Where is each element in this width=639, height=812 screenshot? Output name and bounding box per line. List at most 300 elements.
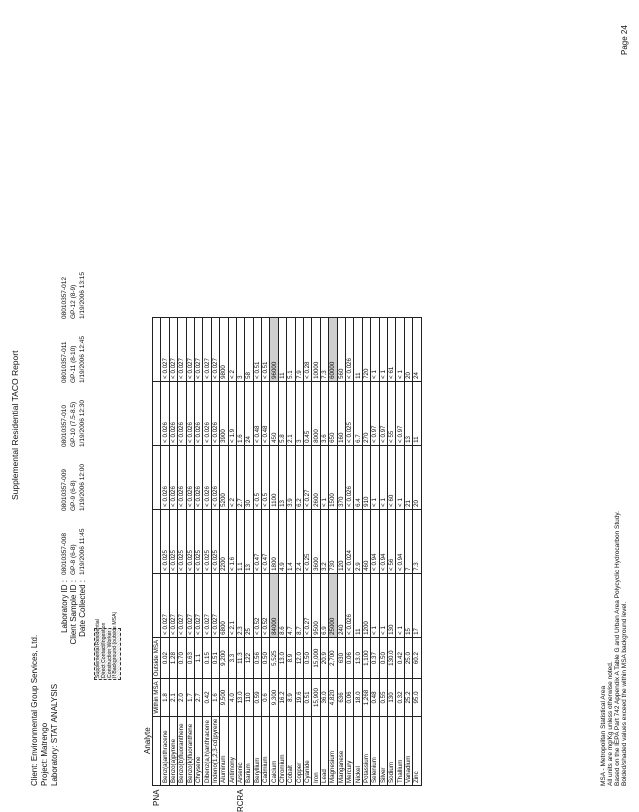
std-outside-cell: 1.28 [169, 637, 177, 678]
std-outside-header: Outside MSA [153, 637, 161, 678]
sample-4-client-id: GP-11 (8-10) [70, 345, 77, 383]
std-within-cell: 2.7 [194, 679, 202, 716]
result-cell: 3.9 [287, 445, 295, 509]
analyte-cell: Silver [379, 716, 387, 785]
result-cell: < 2 [228, 317, 236, 381]
result-cell: 25 [245, 573, 253, 637]
result-cell: < 0.5 [253, 445, 261, 509]
result-cell: 10000 [312, 317, 320, 381]
result-cell: < 0.026 [194, 381, 202, 445]
stamp-line: Construction Worker [106, 630, 113, 678]
std-within-cell: 15,900 [312, 679, 320, 716]
result-cell: < 0.027 [203, 573, 211, 637]
std-outside-cell: 0.15 [203, 637, 211, 678]
result-cell: 130 [387, 573, 395, 637]
result-cell: < 0.51 [253, 317, 261, 381]
result-cell: < 0.48 [253, 381, 261, 445]
std-within-cell: 1,268 [362, 679, 370, 716]
table-row [320, 317, 328, 785]
std-outside-cell: 12.0 [295, 637, 303, 678]
result-cell: 25000 [329, 573, 337, 637]
analyte-cell: Potassium [362, 716, 370, 785]
sample-3-client-id: GP-10 (7.5-8.5) [70, 401, 77, 447]
result-cell: < 0.94 [371, 509, 379, 573]
result-cell: 2.9 [354, 509, 362, 573]
analyte-cell: Indeno(1,2,3-cd)pyrene [211, 716, 219, 785]
result-cell: < 0.027 [178, 317, 186, 381]
result-cell: < 1.6 [228, 509, 236, 573]
result-cell: 9500 [312, 573, 320, 637]
result-cell: < 0.026 [161, 445, 169, 509]
result-cell: < 0.5 [262, 445, 270, 509]
analyte-cell: Thallium [396, 716, 404, 785]
result-cell: < 0.026 [178, 381, 186, 445]
result-cell: < 2 [228, 445, 236, 509]
sample-col-header [153, 381, 161, 445]
result-cell: < 0.027 [203, 317, 211, 381]
result-cell: 1100 [270, 445, 278, 509]
std-outside-cell: 25.0 [404, 637, 412, 678]
analyte-cell: Sodium [387, 716, 395, 785]
std-within-cell: 9,500 [220, 679, 228, 716]
std-outside-cell: 0.37 [371, 637, 379, 678]
std-within-header: Within MSA [153, 679, 161, 716]
analyte-cell: Benzo(k)fluoranthene [186, 716, 194, 785]
footnote: Bolded/shaded values exceed the within MSA background level. [621, 601, 628, 786]
analyte-cell: Cobalt [287, 716, 295, 785]
result-cell: 2600 [312, 445, 320, 509]
result-cell: 17 [413, 573, 421, 637]
result-cell: < 0.94 [379, 509, 387, 573]
result-cell: 15 [404, 573, 412, 637]
sample-2-date: 1/19/2006 12:00 [79, 464, 86, 511]
result-cell: 5.8 [278, 381, 286, 445]
result-cell: 8.7 [295, 573, 303, 637]
result-cell: < 0.026 [345, 445, 353, 509]
result-cell: < 1 [396, 317, 404, 381]
result-cell: 3900 [220, 381, 228, 445]
result-cell: < 0.94 [396, 509, 404, 573]
result-cell: < 0.027 [186, 573, 194, 637]
std-outside-cell: 11.3 [236, 637, 244, 678]
result-cell: < 1 [396, 445, 404, 509]
std-outside-cell: 0.56 [253, 637, 261, 678]
result-cell: < 0.51 [262, 317, 270, 381]
result-cell: 1.1 [236, 509, 244, 573]
result-cell: 20 [404, 317, 412, 381]
std-outside-cell: 9,200 [220, 637, 228, 678]
result-cell: 20 [413, 445, 421, 509]
sample-1-lab-id: 08010357-008 [61, 533, 68, 575]
result-cell: 3 [236, 317, 244, 381]
std-within-cell: 25.2 [404, 679, 412, 716]
result-cell: 6.4 [354, 445, 362, 509]
result-cell: < 0.026 [194, 445, 202, 509]
analyte-cell: Mercury [345, 716, 353, 785]
std-outside-cell: 0.02 [161, 637, 169, 678]
table-row [379, 317, 387, 785]
result-cell: < 1 [379, 317, 387, 381]
sample-5-client-id: GP-12 (8-9) [70, 284, 77, 319]
result-cell: 13 [278, 445, 286, 509]
table-row [413, 317, 421, 785]
table-row [354, 317, 362, 785]
sample-col-header [153, 445, 161, 509]
result-cell: 1.4 [287, 509, 295, 573]
result-cell: < 0.025 [178, 509, 186, 573]
result-cell: < 0.52 [262, 573, 270, 637]
result-cell: < 0.027 [211, 317, 219, 381]
result-cell: 1.6 [236, 381, 244, 445]
result-cell: < 0.025 [169, 509, 177, 573]
std-outside-cell: 0.06 [345, 637, 353, 678]
analyte-cell: Copper [295, 716, 303, 785]
result-cell: 2.3 [236, 573, 244, 637]
result-cell: 1800 [270, 509, 278, 573]
std-outside-cell: 15,000 [312, 637, 320, 678]
table-row [329, 317, 337, 785]
sample-1-date: 1/19/2006 11:45 [79, 528, 86, 575]
result-cell: 7.3 [320, 317, 328, 381]
analyte-cell: Manganese [337, 716, 345, 785]
result-cell: < 0.25 [304, 509, 312, 573]
table-row [211, 317, 219, 785]
result-cell: 3 [295, 381, 303, 445]
client-line: Client: Environmental Group Services, Ltd. [30, 634, 39, 786]
result-cell: < 1 [371, 445, 379, 509]
result-cell: < 0.026 [211, 381, 219, 445]
result-cell: < 1 [371, 573, 379, 637]
std-within-cell: 0.06 [345, 679, 353, 716]
std-within-cell: 0.59 [253, 679, 261, 716]
std-within-cell: 0.42 [203, 679, 211, 716]
result-cell: < 0.026 [186, 381, 194, 445]
std-outside-cell: 5,525 [270, 637, 278, 678]
result-cell: 450 [270, 381, 278, 445]
result-cell: < 60 [387, 445, 395, 509]
sample-4-date: 1/19/2006 12:45 [79, 336, 86, 383]
result-cell: 11 [354, 573, 362, 637]
std-outside-cell: 0.50 [304, 637, 312, 678]
stamp-line: Supplemental Residential [95, 619, 101, 678]
sample-2-client-id: GP-9 (6-8) [70, 480, 77, 511]
table-row [362, 317, 370, 785]
std-within-cell: 9,300 [270, 679, 278, 716]
table-row [245, 317, 253, 785]
result-cell: 7 [404, 509, 412, 573]
result-cell: 560 [337, 317, 345, 381]
result-cell: < 0.027 [186, 317, 194, 381]
table-row [194, 317, 202, 785]
std-outside-cell: 20.9 [320, 637, 328, 678]
result-cell: < 0.52 [253, 573, 261, 637]
result-cell: 58 [245, 317, 253, 381]
result-cell: < 0.026 [169, 381, 177, 445]
table-row [304, 317, 312, 785]
std-outside-cell: 2,700 [329, 637, 337, 678]
sample-5-date: 1/19/2006 13:15 [79, 272, 86, 319]
footnote: Based on the IEPA Part 742 Appendix A Table G and Urban Area Polycyclic Hydrocarbon Study. [614, 511, 621, 786]
result-cell: < 0.27 [304, 573, 312, 637]
result-cell: 370 [337, 445, 345, 509]
table-row [253, 317, 261, 785]
footnote: All units are mg/Kg unless otherwise noted. [607, 661, 614, 786]
result-cell: < 0.97 [379, 381, 387, 445]
sample-col-header [153, 317, 161, 381]
result-cell: < 0.024 [345, 509, 353, 573]
result-cell: < 0.97 [371, 381, 379, 445]
result-cell: 6.7 [354, 381, 362, 445]
result-cell: 4.9 [278, 509, 286, 573]
std-within-cell: 1.8 [161, 679, 169, 716]
analyte-cell: Aluminum [220, 716, 228, 785]
analyte-cell: Cyanide [304, 716, 312, 785]
analyte-cell: Zinc [413, 716, 421, 785]
result-cell: 2.7 [236, 445, 244, 509]
result-cell: 270 [362, 381, 370, 445]
analyte-cell: Arsenic [236, 716, 244, 785]
result-cell: < 0.48 [262, 381, 270, 445]
result-cell: 1500 [329, 445, 337, 509]
result-cell: 24 [413, 317, 421, 381]
result-cell: 120 [337, 509, 345, 573]
result-cell: < 0.027 [194, 317, 202, 381]
label-lab-id: Laboratory ID : [60, 580, 69, 633]
table-row [387, 317, 395, 785]
table-row [337, 317, 345, 785]
stamp-line: Direct Contact/Ingestion [100, 622, 107, 678]
table-row [312, 317, 320, 785]
result-cell: 8.6 [278, 573, 286, 637]
table-row [371, 317, 379, 785]
std-outside-cell: 0.50 [379, 637, 387, 678]
result-cell: 13 [404, 381, 412, 445]
table-body [161, 317, 421, 785]
result-cell: 11 [278, 317, 286, 381]
std-outside-cell: 13.0 [354, 637, 362, 678]
result-cell: 5200 [220, 445, 228, 509]
result-cell: 3.2 [320, 509, 328, 573]
results-table [152, 317, 422, 786]
result-cell: 9800 [220, 317, 228, 381]
result-cell: 910 [362, 445, 370, 509]
std-within-cell: 4,820 [329, 679, 337, 716]
table-row [345, 317, 353, 785]
std-within-cell: 18.0 [354, 679, 362, 716]
sample-3-date: 1/19/2006 12:30 [79, 400, 86, 447]
result-cell: 2.4 [295, 509, 303, 573]
std-outside-cell: 0.63 [186, 637, 194, 678]
std-within-cell: 0.48 [371, 679, 379, 716]
result-cell: < 0.27 [304, 445, 312, 509]
lab-line: Laboratory: STAT ANALYSIS [50, 683, 59, 786]
std-outside-cell: 122 [245, 637, 253, 678]
result-cell: < 0.47 [262, 509, 270, 573]
result-cell: 21 [404, 445, 412, 509]
result-cell: 1200 [362, 573, 370, 637]
result-cell: < 1 [379, 573, 387, 637]
std-within-cell: 2.0 [178, 679, 186, 716]
page-number: Page 24 [620, 25, 629, 55]
table-row [161, 317, 169, 785]
table-row [220, 317, 228, 785]
std-within-cell: 16.2 [278, 679, 286, 716]
std-within-cell: 1.7 [186, 679, 194, 716]
std-outside-cell: 630 [337, 637, 345, 678]
table-row [287, 317, 295, 785]
std-outside-cell: 1,100 [362, 637, 370, 678]
result-cell: < 56 [387, 509, 395, 573]
result-cell: 24 [245, 381, 253, 445]
analyte-col-header [153, 716, 161, 785]
result-cell: < 1.9 [228, 381, 236, 445]
result-cell: 13 [245, 509, 253, 573]
result-cell: < 1 [396, 573, 404, 637]
table-row [186, 317, 194, 785]
analyte-cell: Selenium [371, 716, 379, 785]
group-label-rcra: RCRA [236, 789, 245, 812]
group-label-pna: PNA [152, 789, 161, 806]
result-cell: < 0.027 [161, 573, 169, 637]
std-within-cell: 0.6 [262, 679, 270, 716]
std-within-cell: 0.55 [379, 679, 387, 716]
result-cell: < 61 [387, 317, 395, 381]
std-within-cell: 0.51 [304, 679, 312, 716]
result-cell: 650 [329, 381, 337, 445]
std-within-cell: 110 [245, 679, 253, 716]
result-cell: < 2.1 [228, 573, 236, 637]
result-cell: < 0.28 [304, 317, 312, 381]
result-cell: 96000 [270, 317, 278, 381]
analyte-header: Analyte [143, 727, 152, 754]
table-row [270, 317, 278, 785]
result-cell: < 1 [379, 445, 387, 509]
result-cell: < 0.027 [178, 573, 186, 637]
result-cell: < 0.025 [211, 509, 219, 573]
std-within-cell: 0.32 [396, 679, 404, 716]
table-row [404, 317, 412, 785]
result-cell: < 0.025 [161, 509, 169, 573]
sample-col-header [153, 573, 161, 637]
result-cell: 2200 [220, 509, 228, 573]
result-cell: 11 [354, 317, 362, 381]
result-cell: < 0.027 [211, 573, 219, 637]
result-cell: < 0.026 [203, 381, 211, 445]
analyte-cell: Calcium [270, 716, 278, 785]
std-outside-cell: 8.9 [287, 637, 295, 678]
table-row [295, 317, 303, 785]
table-row [169, 317, 177, 785]
analyte-cell: Vanadium [404, 716, 412, 785]
result-cell: 3600 [312, 509, 320, 573]
sample-1-client-id: GP-8 (6-8) [70, 544, 77, 575]
result-cell: 5.1 [287, 317, 295, 381]
std-within-cell: 2.1 [169, 679, 177, 716]
analyte-cell: Cadmium [262, 716, 270, 785]
table-row [262, 317, 270, 785]
result-cell: < 0.026 [345, 317, 353, 381]
analyte-cell: Magnesium [329, 716, 337, 785]
table-row [236, 317, 244, 785]
analyte-cell: Nickel [354, 716, 362, 785]
result-cell: < 0.025 [203, 509, 211, 573]
result-cell: 0.45 [304, 381, 312, 445]
std-outside-cell: 0.51 [211, 637, 219, 678]
result-cell: < 0.026 [161, 381, 169, 445]
std-outside-cell: 130.0 [387, 637, 395, 678]
std-within-cell: 1.6 [211, 679, 219, 716]
std-within-cell: 36.0 [320, 679, 328, 716]
result-cell: < 0.026 [169, 445, 177, 509]
result-cell: < 0.026 [186, 445, 194, 509]
result-cell: < 0.025 [186, 509, 194, 573]
result-cell: 30 [245, 445, 253, 509]
result-cell: 6800 [220, 573, 228, 637]
result-cell: 11 [413, 381, 421, 445]
footnote: MSA - Metropolitan Statistical Area [600, 685, 607, 786]
analyte-cell: Barium [245, 716, 253, 785]
std-within-cell: 95.0 [413, 679, 421, 716]
std-within-cell: 130 [387, 679, 395, 716]
result-cell: 2.1 [287, 381, 295, 445]
result-cell: < 55 [387, 381, 395, 445]
result-cell: < 1 [371, 317, 379, 381]
table-row [178, 317, 186, 785]
analyte-cell: Benz(a)anthracene [161, 716, 169, 785]
result-cell: < 0.027 [161, 317, 169, 381]
analyte-cell: Iron [312, 716, 320, 785]
std-outside-cell: 0.70 [178, 637, 186, 678]
analyte-cell: Antimony [228, 716, 236, 785]
sample-5-lab-id: 08010357-012 [61, 277, 68, 319]
analyte-cell: Benzo(b)fluoranthene [178, 716, 186, 785]
analyte-cell: Chrysene [194, 716, 202, 785]
result-cell: 460 [362, 509, 370, 573]
sample-2-lab-id: 08010357-009 [61, 469, 68, 511]
std-within-cell: 19.6 [295, 679, 303, 716]
result-cell: < 0.027 [194, 573, 202, 637]
analyte-cell: Dibenz(a,h)anthracene [203, 716, 211, 785]
analyte-cell: Benzo(a)pyrene [169, 716, 177, 785]
sample-4-lab-id: 08010357-011 [61, 341, 68, 383]
std-outside-cell: 13.0 [278, 637, 286, 678]
std-outside-cell: 1.1 [194, 637, 202, 678]
result-cell: 4.7 [287, 573, 295, 637]
result-cell: 84000 [270, 573, 278, 637]
report-title: Supplemental Residential TACO Report [10, 350, 20, 500]
result-cell: < 0.47 [253, 509, 261, 573]
sample-3-lab-id: 08010357-010 [61, 405, 68, 447]
std-outside-cell: 60.2 [413, 637, 421, 678]
stamp-line: If Background (outside MSA) [112, 611, 119, 678]
result-cell: 730 [329, 509, 337, 573]
std-outside-cell: 0.50 [262, 637, 270, 678]
result-cell: 720 [362, 317, 370, 381]
std-within-cell: 4.0 [228, 679, 236, 716]
result-cell: 6.2 [295, 445, 303, 509]
result-cell: < 0.027 [169, 573, 177, 637]
result-cell: < 0.026 [211, 445, 219, 509]
table-row [203, 317, 211, 785]
table-header-row [153, 317, 161, 785]
result-cell: < 0.97 [396, 381, 404, 445]
result-cell: < 0.027 [169, 317, 177, 381]
std-within-cell: 8.9 [287, 679, 295, 716]
result-cell: 3.6 [320, 381, 328, 445]
label-client-id: Client Sample ID : [69, 580, 78, 645]
result-cell: 60000 [329, 317, 337, 381]
result-cell: 160 [337, 381, 345, 445]
